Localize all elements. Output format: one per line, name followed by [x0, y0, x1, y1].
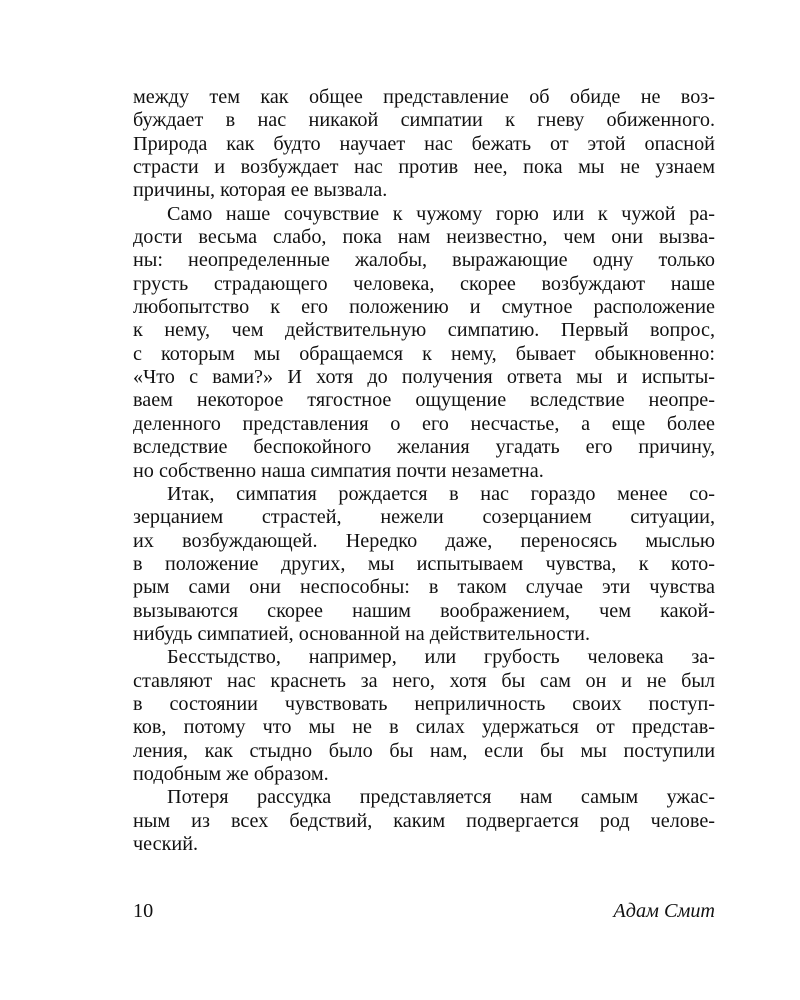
text-line: ваем некоторое тягостное ощущение вследствие неопре- [133, 389, 715, 412]
text-line: «Что с вами?» И хотя до получения ответа мы и испыты- [133, 366, 715, 389]
text-line: в положение других, мы испытываем чувства, к кото- [133, 552, 715, 575]
text-line: к нему, чем действительную симпатию. Первый вопрос, [133, 319, 715, 342]
text-line: Итак, симпатия рождается в нас гораздо менее со- [167, 482, 715, 505]
text-line: вследствие беспокойного желания угадать его причину, [133, 436, 715, 459]
text-line: причины, которая ее вызвала. [133, 179, 388, 202]
text-line: дости весьма слабо, пока нам неизвестно, чем они вызва- [133, 226, 715, 249]
text-line: Само наше сочувствие к чужому горю или к чужой ра- [167, 202, 715, 225]
text-line: вызываются скорее нашим воображением, чем какой- [133, 599, 715, 622]
text-line: нибудь симпатией, основанной на действительности. [133, 622, 591, 645]
text-line: Потеря рассудка представляется нам самым ужас- [167, 786, 715, 809]
text-line: грусть страдающего человека, скорее возбуждают наше [133, 272, 715, 295]
text-line: рым сами они неспособны: в таком случае эти чувства [133, 576, 715, 599]
text-line: ления, как стыдно было бы нам, если бы мы поступили [133, 739, 715, 762]
text-line: но собственно наша симпатия почти незаметна. [133, 459, 544, 482]
text-line: Бесстыдство, например, или грубость человека за- [167, 646, 715, 669]
page-footer [133, 900, 715, 928]
text-line: деленного представления о его несчастье, а еще более [133, 412, 715, 435]
text-line: ков, потому что мы не в силах удержаться от представ- [133, 716, 715, 739]
text-line: страсти и возбуждает нас против нее, пока мы не узнаем [133, 156, 715, 179]
text-line: буждает в нас никакой симпатии к гневу обиженного. [133, 109, 715, 132]
text-line: подобным же образом. [133, 762, 329, 785]
text-line: Природа как будто научает нас бежать от этой опасной [133, 132, 715, 155]
text-line: с которым мы обращаемся к нему, бывает обыкновенно: [133, 342, 715, 365]
text-line: в состоянии чувствовать неприличность своих поступ- [133, 692, 715, 715]
text-line: ны: неопределенные жалобы, выражающие одну только [133, 249, 715, 272]
text-line: их возбуждающей. Нередко даже, переносясь мыслью [133, 529, 715, 552]
text-line: зерцанием страстей, нежели созерцанием ситуации, [133, 506, 715, 529]
text-line: ставляют нас краснеть за него, хотя бы сам он и не был [133, 669, 715, 692]
text-line: между тем как общее представление об обиде не воз- [133, 86, 715, 108]
text-line: любопытство к его положению и смутное расположение [133, 296, 715, 319]
page-number: 10 [133, 900, 154, 922]
text-line: ческий. [133, 833, 199, 855]
text-line: ным из всех бедствий, каким подвергается род челове- [133, 809, 715, 832]
running-author: Адам Смит [613, 900, 715, 922]
body-text [133, 86, 715, 856]
